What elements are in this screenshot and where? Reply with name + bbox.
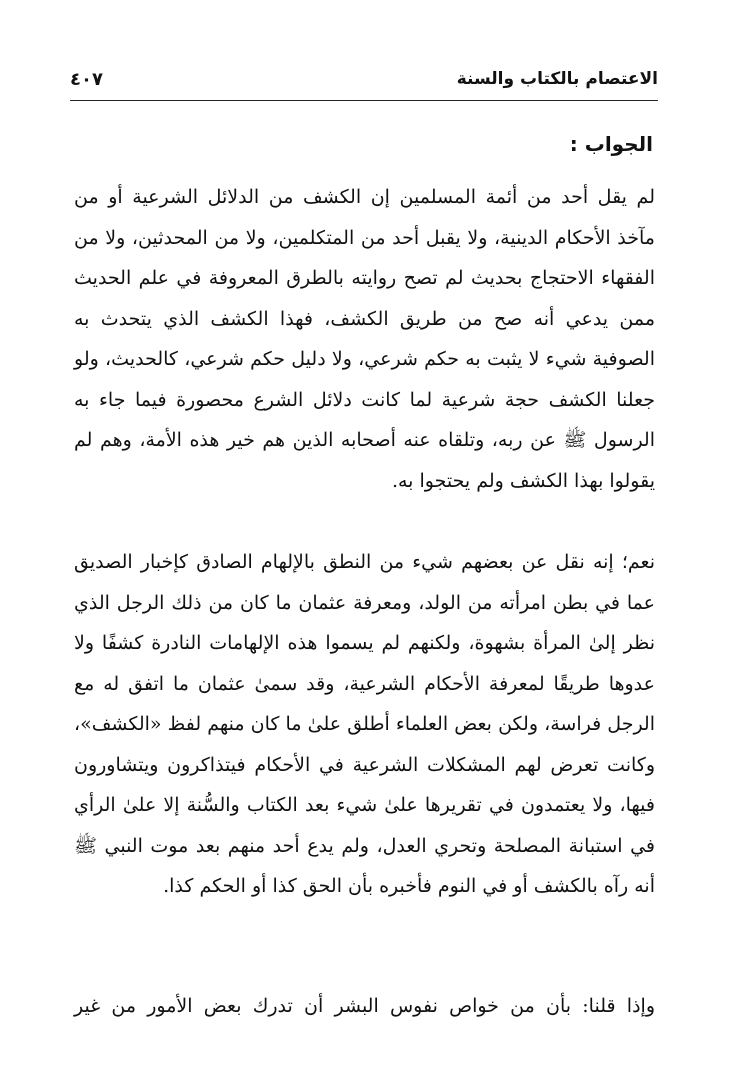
section-heading: الجواب :	[569, 132, 653, 156]
running-header-title: الاعتصام بالكتاب والسنة	[456, 69, 658, 89]
header-divider	[70, 100, 658, 101]
paragraph-3: وإذا قلنا: بأن من خواص نفوس البشر أن تدرك بعض الأمور من غير	[74, 995, 655, 1017]
paragraph-1: لم يقل أحد من أئمة المسلمين إن الكشف من الدلائل الشرعية أو من مآخذ الأحكام الدينية، ولا يقبل أحد من المتكلمين، ولا من المحدثين، ولا من الفقهاء الاحتجاج بحديث لم تصح روايته بالطرق المعروفة في علم الحديث ممن يدعي أنه صح من طريق الكشف، فهذا الكشف الذي يتحدث به الصوفية شيء لا يثبت به حكم شرعي، ولا دليل حكم شرعي، كالحديث، ولو جعلنا الكشف حجة شرعية لما كانت دلائل الشرع محصورة فيما جاء به الرسول ﷺ عن ربه، وتلقاه عنه أصحابه الذين هم خير هذه الأمة، وهم لم يقولوا بهذا الكشف ولم يحتجوا به.	[74, 186, 655, 492]
paragraph-2: نعم؛ إنه نقل عن بعضهم شيء من النطق بالإلهام الصادق كإخبار الصديق عما في بطن امرأته من الولد، ومعرفة عثمان ما كان من ذلك الرجل الذي نظر إلىٰ المرأة بشهوة، ولكنهم لم يسموا هذه الإلهامات النادرة كشفًا ولا عدوها طريقًا لمعرفة الأحكام الشرعية، وقد سمىٰ عثمان ما اتفق له مع الرجل فراسة، ولكن بعض العلماء أطلق علىٰ ما كان منهم لفظ «الكشف»، وكانت تعرض لهم المشكلات الشرعية في الأحكام فيتذاكرون ويتشاورون فيها، ولا يعتمدون في تقريرها علىٰ شيء بعد الكتاب والسُّنة إلا علىٰ الرأي في استبانة المصلحة وتحري العدل، ولم يدع أحد منهم بعد موت النبي ﷺ أنه رآه بالكشف أو في النوم فأخبره بأن الحق كذا أو الحكم كذا.	[74, 551, 655, 897]
page-number: ٤٠٧	[70, 68, 103, 90]
running-header	[70, 62, 658, 96]
